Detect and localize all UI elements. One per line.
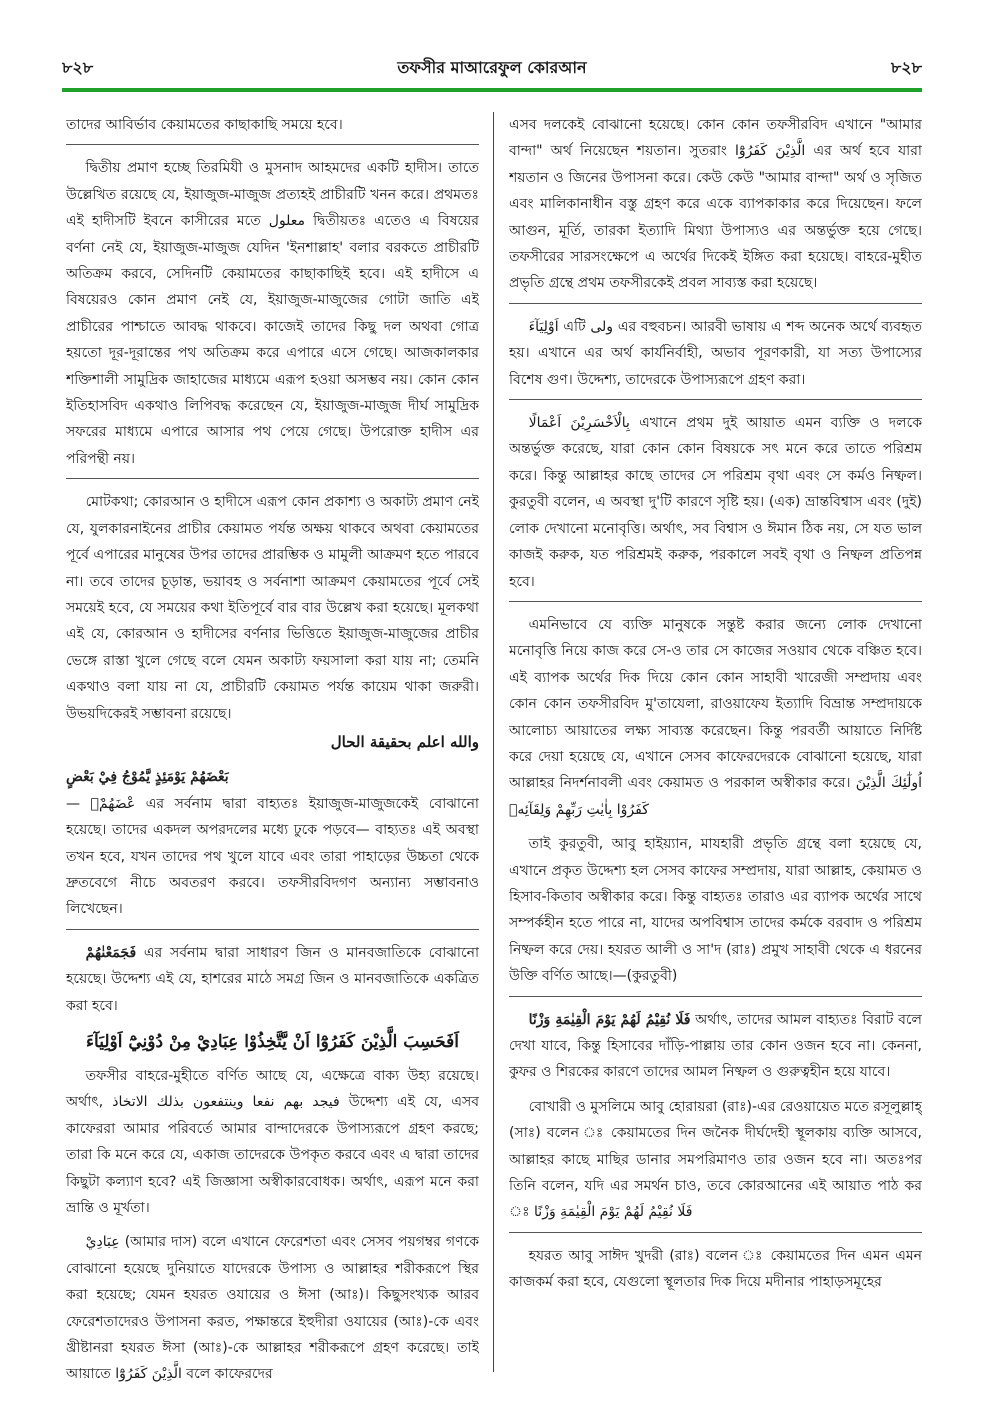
right-column — [509, 112, 922, 1382]
header-rule — [62, 88, 922, 92]
arabic-verse: فَلَا نُقِيْمُ لَهُمْ يَوْمَ الْقِيٰمَةِ وَزْنًا — [528, 1011, 691, 1028]
arabic-verse-line — [66, 764, 479, 790]
page-number-left: ৮২৮ — [62, 58, 94, 77]
paragraph: তফসীর বাহরে-মুহীতে বর্ণিত আছে যে, এক্ষেত্রে বাক্য উহ্য রয়েছে। অর্থাৎ, فيجد بهم نفعا وينتفعون بذلك الاتخاذ উদ্দেশ্য এই যে, এসব কাফেররা আমার পরিবর্তে আমার বান্দাদেরকে উপাস্যরূপে গ্রহণ করছে; তারা কি মনে করে যে, একাজ তাদেরকে উপকৃত করবে এবং এ দ্বারা তাদের কিছুটা কল্যাণ হবে? এই জিজ্ঞাসা অস্বীকারবোধক। অর্থাৎ, এরূপ মনে করা ভ্রান্তি ও মূর্খতা। — [66, 1068, 479, 1217]
paragraph: বোখারী ও মুসলিমে আবু হোরায়রা (রাঃ)-এর রেওয়ায়েত মতে রসূলুল্লাহ্ (সাঃ) বলেন ঃ কেয়ামতের দিন জনৈক দীর্ঘদেহী স্থূলকায় ব্যক্তি আসবে, আল্লাহর কাছে মাছির ডানার সমপরিমাণও তার ওজন হবে না। অতঃপর তিনি বলেন, যদি এর সমর্থন চাও, তবে কোরআনের এই আয়াত পাঠ কর ঃ فَلَا نُقِيْمُ لَهُمْ يَوْمَ الْقِيٰمَةِ وَزْنًا — [509, 1094, 922, 1233]
paragraph: اَوْلِيَآءَ এটি ولى এর বহুবচন। আরবী ভাষায় এ শব্দ অনেক অর্থে ব্যবহৃত হয়। এখানে এর অর্থ কার্যনির্বাহী, অভাব পূরণকারী, যা সত্য উপাস্যের বিশেষ গুণ। উদ্দেশ্য, তাদেরকে উপাস্যরূপে গ্রহণ করা। — [509, 314, 922, 400]
paragraph: দ্বিতীয় প্রমাণ হচ্ছে তিরমিযী ও মুসনাদ আহমদের একটি হাদীস। তাতে উল্লেখিত রয়েছে যে, ইয়াজুজ-মাজুজ প্রত্যহই প্রাচীরটি খনন করে। প্রথমতঃ এই হাদীসটি ইবনে কাসীরের মতে معلول দ্বিতীয়তঃ এতেও এ বিষয়ের বর্ণনা নেই যে, ইয়াজুজ-মাজুজ যেদিন 'ইনশাল্লাহ' বলার বরকতে প্রাচীরটি অতিক্রম করবে, সেদিনটি কেয়ামতের কাছাকাছিই হবে। এই হাদীসে এ বিষয়েরও কোন প্রমাণ নেই যে, ইয়াজুজ-মাজুজের গোটা জাতি এই প্রাচীরের পাশ্চাতে আবদ্ধ থাকবে। কাজেই তাদের কিছু দল অথবা গোত্র হয়তো দূর-দূরান্তের পথ অতিক্রম করে এপারে এসে গেছে। আজকালকার শক্তিশালী সামুদ্রিক জাহাজের মাধ্যমে এরূপ হওয়া অসম্ভব নয়। কোন কোন ইতিহাসবিদ একথাও লিপিবদ্ধ করেছেন যে, ইয়াজুজ-মাজুজ দীর্ঘ সামুদ্রিক সফরের মাধ্যমে এপারে আসার পথ পেয়ে গেছে। উপরোক্ত হাদীস এর পরিপন্থী নয়। — [66, 155, 479, 479]
column-divider — [493, 112, 494, 1372]
verse-heading: اَفَحَسِبَ الَّذِيْنَ كَفَرُوْٓا اَنْ يَّتَّخِذُوْا عِبَادِيْ مِنْ دُوْنِيْٓ اَوْلِيَآءَ — [86, 1032, 459, 1052]
paragraph — [509, 1007, 922, 1086]
paragraph: بِالْاَخْسَرِيْنَ اَعْمَالًا এখানে প্রথম দুই আয়াত এমন ব্যক্তি ও দলকে অন্তর্ভুক্ত করেছে, যারা কোন কোন বিষয়কে সৎ মনে করে তাতে পরিশ্রম করে। কিন্তু আল্লাহর কাছে তাদের সে পরিশ্রম বৃথা এবং সে কর্মও নিষ্ফল। কুরতুবী বলেন, এ অবস্থা দু'টি কারণে সৃষ্টি হয়। (এক) ভ্রান্তবিশ্বাস এবং (দুই) লোক দেখানো মনোবৃত্তি। অর্থাৎ, সব বিশ্বাস ও ঈমান ঠিক নয়, সে যত ভাল কাজই করুক, যত পরিশ্রমই করুক, পরকালে সবই বৃথা ও নিষ্ফল প্রতিপন্ন হবে। — [509, 410, 922, 602]
left-column — [66, 112, 479, 1382]
arabic-verse: بَعْضَهُمْ يَوْمَئِذٍ يَّمُوْجُ فِيْ بَعْضٍ — [66, 769, 229, 786]
paragraph — [66, 940, 479, 1019]
paragraph-text: অর্থাৎ, তাদের আমল বাহ্যতঃ বিরাট বলে দেখা যাবে, কিন্তু হিসাবের দাঁড়ি-পাল্লায় তার কোন ওজন হবে না। কেননা, কুফর ও শিরকের কারণে তাদের আমল নিষ্ফল ও গুরুত্বহীন হয়ে যাবে। — [509, 1011, 922, 1081]
paragraph: — বَعْضَهُمْ এর সর্বনাম দ্বারা বাহ্যতঃ ইয়াজুজ-মাজুজকেই বোঝানো হয়েছে। তাদের একদল অপরদলের মধ্যে ঢুকে পড়বে— বাহ্যতঃ এই অবস্থা তখন হবে, যখন তাদের পথ খুলে যাবে এবং তারা পাহাড়ের উচ্চতা থেকে দ্রুতবেগে নীচে অবতরণ করবে। তফসীরবিদগণ অন্যান্য সম্ভাবনাও লিখেছেন। — [66, 791, 479, 930]
arabic-word: فَجَمَعْنٰهُمْ — [85, 944, 137, 961]
paragraph: হযরত আবু সাঈদ খুদরী (রাঃ) বলেন ঃ কেয়ামতের দিন এমন এমন কাজকর্ম করা হবে, যেগুলো স্থূলতার দিক দিয়ে মদীনার পাহাড়সমূহের — [509, 1247, 922, 1291]
paragraph: তাদের আবির্ভাব কেয়ামতের কাছাকাছি সময়ে হবে। — [66, 112, 479, 145]
paragraph: عِبَادِيْ (আমার দাস) বলে এখানে ফেরেশতা এবং সেসব পয়গম্বর গণকে বোঝানো হয়েছে দুনিয়াতে যাদেরকে উপাস্য ও আল্লাহর শরীকরূপে স্থির করা হয়েছে; যেমন হযরত ওযায়ের ও ঈসা (আঃ)। কিছুসংখ্যক আরব ফেরেশতাদেরও উপাসনা করত, পক্ষান্তরে ইহুদীরা ওযায়ের (আঃ)-কে এবং খ্রীষ্টানরা হযরত ঈসা (আঃ)-কে আল্লাহর শরীকরূপে গ্রহণ করেছে। তাই আয়াতে الَّذِيْنَ كَفَرُوْٓا বলে কাফেরদের — [66, 1234, 479, 1382]
page-header — [62, 58, 922, 82]
page-number-right: ৮২৮ — [890, 58, 922, 77]
paragraph: এসব দলকেই বোঝানো হয়েছে। কোন কোন তফসীরবিদ এখানে "আমার বান্দা" অর্থ নিয়েছেন শয়তান। সুতরাং الَّذِيْنَ كَفَرُوْٓا এর অর্থ হবে যারা শয়তান ও জিনের উপাসনা করে। কেউ কেউ "আমার বান্দা" অর্থ ও সৃজিত এবং মালিকানাধীন বস্তু গ্রহণ করে একে ব্যাপকাকার করে দিয়েছেন। ফলে আগুন, মূর্তি, তারকা ইত্যাদি মিথ্যা উপাস্যও এর অন্তর্ভুক্ত হয়ে গেছে। তফসীরের সারসংক্ষেপে এ অর্থের দিকেই ইঙ্গিত করা হয়েছে। বাহরে-মুহীত প্রভৃতি গ্রন্থে প্রথম তফসীরকেই প্রবল সাব্যস্ত করা হয়েছে। — [509, 112, 922, 304]
arabic-phrase — [66, 729, 479, 756]
paragraph: এমনিভাবে যে ব্যক্তি মানুষকে সন্তুষ্ট করার জন্যে লোক দেখানো মনোবৃত্তি নিয়ে কাজ করে সে-ও তার সে কাজের সওয়াব থেকে বঞ্চিত হবে। এই ব্যাপক অর্থের দিক দিয়ে কোন কোন সাহাবী খারেজী সম্প্রদায় এবং কোন কোন তফসীরবিদ মু'তাযেলা, রাওয়াফেয ইত্যাদি বিভ্রান্ত সম্প্রদায়কে আলোচ্য আয়াতের লক্ষ্য সাব্যস্ত করেছেন। কিন্তু পরবর্তী আয়াতে নির্দিষ্ট করে দেয়া হয়েছে যে, এখানে সেসব কাফেরদেরকে বোঝানো হয়েছে, যারা আল্লাহর নিদর্শনাবলী এবং কেয়ামত ও পরকাল অস্বীকার করে। اُولٰٓئِكَ الَّذِيْنَ كَفَرُوْا بِاٰيٰتِ رَبِّهِمْ وَلِقَآئِهٖ — [509, 616, 922, 818]
paragraph-text: এর সর্বনাম দ্বারা সাধারণ জিন ও মানবজাতিকে বোঝানো হয়েছে। উদ্দেশ্য এই যে, হাশরের মাঠে সমগ্র জিন ও মানবজাতিকে একত্রিত করা হবে। — [66, 944, 479, 1014]
page-title: তফসীর মাআরেফুল কোরআন — [397, 58, 587, 77]
arabic-text: والله اعلم بحقيقة الحال — [330, 732, 479, 751]
paragraph: মোটকথা; কোরআন ও হাদীসে এরূপ কোন প্রকাশ্য ও অকাট্য প্রমাণ নেই যে, যুলকারনাইনের প্রাচীর কেয়ামত পর্যন্ত অক্ষয় থাকবে অথবা কেয়ামতের পূর্বে এপারের মানুষের উপর তাদের প্রারম্ভিক ও মামুলী আক্রমণ হতে পারবে না। তবে তাদের চূড়ান্ত, ভয়াবহ ও সর্বনাশা আক্রমণ কেয়ামতের পূর্বে সেই সময়েই হবে, যে সময়ের কথা ইতিপূর্বে বার বার উল্লেখ করা হয়েছে। মূলকথা এই যে, কোরআন ও হাদীসের বর্ণনার ভিত্তিতে ইয়াজুজ-মাজুজের প্রাচীর ভেঙ্গে রাস্তা খুলে গেছে বলে যেমন অকাট্য ফয়সালা করা যায় না; তেমনি একথাও বলা যায় না যে, প্রাচীরটি কেয়ামত পর্যন্ত কায়েম থাকা জরুরী। উভয়দিকেরই সম্ভাবনা রয়েছে। — [66, 494, 479, 722]
paragraph: তাই কুরতুবী, আবু হাইয়্যান, মাযহারী প্রভৃতি গ্রন্থে বলা হয়েছে যে, এখানে প্রকৃত উদ্দেশ্য হল সেসব কাফের সম্প্রদায়, যারা আল্লাহ, কেয়ামত ও হিসাব-কিতাব অস্বীকার করে। কিন্তু বাহ্যতঃ তারাও এর ব্যাপক অর্থের সাথে সম্পর্কহীন হতে পারে না, যাদের অপবিশ্বাস তাদের কর্মকে বরবাদ ও পরিশ্রম নিষ্ফল করে দেয়। হযরত আলী ও সা'দ (রাঃ) প্রমুখ সাহাবী থেকে এ ধরনের উক্তি বর্ণিত আছে।—(কুরতুবী) — [509, 831, 922, 996]
